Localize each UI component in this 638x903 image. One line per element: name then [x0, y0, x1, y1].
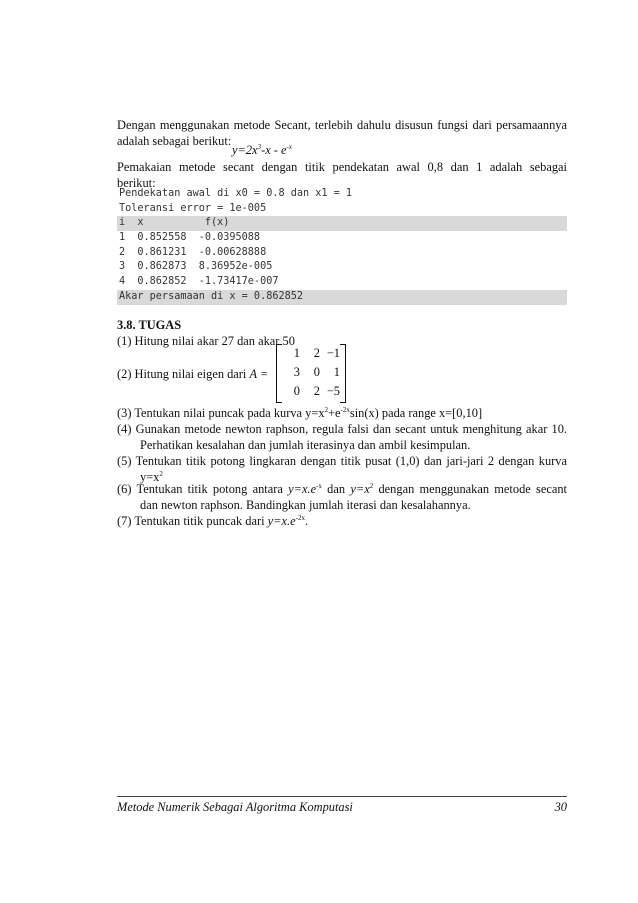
output-table-row: 2 0.861231 -0.00628888 [119, 246, 267, 258]
function-formula: $y=2x^3-x - e^{-x}$ [232, 143, 292, 157]
output-table-header: i x f(x) [117, 216, 567, 231]
matrix-row [282, 384, 340, 399]
footer-title: Metode Numerik Sebagai Algoritma Komputasi [117, 800, 353, 814]
intro-paragraph-line-2: adalah sebagai berikut: [117, 134, 232, 148]
matrix-cell: 3 [293, 365, 300, 379]
footer-divider [117, 796, 567, 797]
output-table-row: 4 0.862852 -1.73417e-007 [119, 276, 279, 288]
task-item-7: (7) Tentukan titik puncak dari $y=x.e^{-2x}$. [117, 514, 309, 528]
output-result: Akar persamaan di x = 0.862852 [117, 290, 567, 305]
matrix-cell: −5 [326, 384, 340, 398]
task-item-1: (1) Hitung nilai akar 27 dan akar 50 [117, 334, 295, 348]
program-output-block [117, 187, 567, 305]
matrix-cell: 0 [293, 384, 300, 398]
output-line: Toleransi error = 1e-005 [119, 202, 267, 214]
matrix-cell: 0 [313, 365, 320, 379]
matrix-a [276, 344, 346, 401]
task-item-5-line-1: (5) Tentukan titik potong lingkaran dengan titik pusat (1,0) dan jari-jari 2 dengan kurva [117, 454, 567, 468]
matrix-cell: 2 [313, 346, 320, 360]
matrix-cell: −1 [326, 346, 340, 360]
secant-paragraph-line-2: berikut: [117, 176, 156, 190]
matrix-cell: 2 [313, 384, 320, 398]
matrix-row [282, 365, 340, 380]
output-table-row: 3 0.862873 8.36952e-005 [119, 261, 273, 273]
output-table-row: 1 0.852558 -0.0395088 [119, 232, 261, 244]
task-item-4-line-2: Perhatikan kesalahan dan jumlah iterasinya dan ambil kesimpulan. [140, 438, 471, 452]
matrix-cell: 1 [333, 365, 340, 379]
task-item-5-line-2: $y=x^2$ [140, 470, 163, 484]
output-line: Pendekatan awal di x0 = 0.8 dan x1 = 1 [119, 188, 353, 199]
matrix-row [282, 346, 340, 361]
task-item-4-line-1: (4) Gunakan metode newton raphson, regula falsi dan secant untuk menghitung akar 10. [117, 422, 567, 436]
matrix-right-bracket [340, 344, 346, 403]
task-item-3: (3) Tentukan nilai puncak pada kurva $y=x^2+e^{-2x}\sin(x)$ pada range x=[0,10] [117, 406, 483, 420]
task-item-6-line-1: (6) Tentukan titik potong antara $y=x.e^{-x}$ dan $y=x^2$ dengan menggunakan metode secant [117, 482, 567, 496]
intro-paragraph-line-1: Dengan menggunakan metode Secant, terlebih dahulu disusun fungsi dari persamaannya [117, 118, 567, 132]
section-heading: 3.8. TUGAS [117, 318, 182, 332]
matrix-cell: 1 [293, 346, 300, 360]
task-item-6-line-2: dan newton raphson. Bandingkan jumlah iterasi dan kesalahannya. [140, 498, 471, 512]
page-number: 30 [554, 800, 567, 814]
secant-paragraph-line-1: Pemakaian metode secant dengan titik pendekatan awal 0,8 dan 1 adalah sebagai [117, 160, 567, 174]
task-item-2: (2) Hitung nilai eigen dari A = [117, 367, 269, 381]
